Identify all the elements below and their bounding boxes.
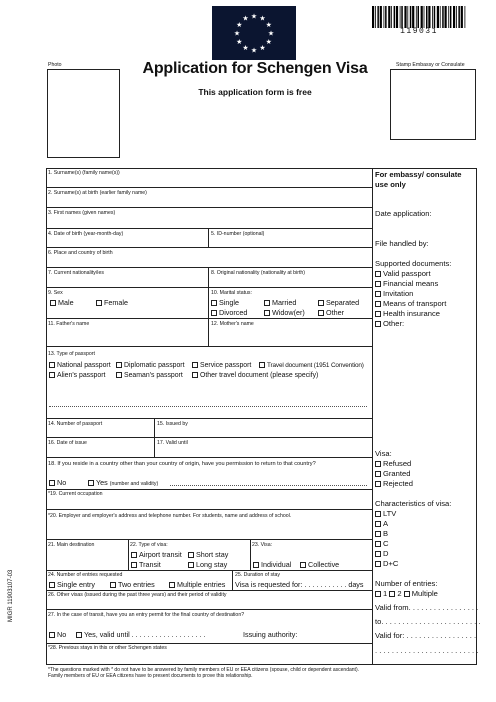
c-checkbox[interactable] bbox=[375, 541, 381, 547]
residence-no-checkbox[interactable] bbox=[49, 480, 55, 486]
entries-options bbox=[375, 589, 438, 599]
divorced-checkbox[interactable] bbox=[211, 310, 217, 316]
doc-invitation-checkbox[interactable] bbox=[375, 291, 381, 297]
other-travel-doc-checkbox[interactable] bbox=[192, 372, 198, 378]
male-checkbox[interactable] bbox=[50, 300, 56, 306]
diplomatic-passport-checkbox[interactable] bbox=[116, 362, 122, 368]
two-entries-checkbox[interactable] bbox=[110, 582, 116, 588]
doc-health-checkbox[interactable] bbox=[375, 311, 381, 317]
transit-yes-checkbox[interactable] bbox=[76, 632, 82, 638]
barcode-bar bbox=[424, 6, 425, 28]
footer-note-2: Family members of EU or EEA citizens have to present documents to prove this relationship. bbox=[48, 673, 253, 679]
granted-checkbox[interactable] bbox=[375, 471, 381, 477]
rejected-checkbox[interactable] bbox=[375, 481, 381, 487]
doc-invitation[interactable]: Invitation bbox=[375, 289, 413, 299]
transit-no-option[interactable]: No bbox=[49, 630, 66, 639]
barcode-bar bbox=[410, 6, 412, 28]
visa-airport-transit[interactable]: Airport transit bbox=[131, 550, 182, 559]
passport-number-label: 14. Number of passport bbox=[48, 421, 103, 427]
sex-female-option[interactable]: Female bbox=[96, 298, 128, 307]
dc-checkbox[interactable] bbox=[375, 561, 381, 567]
d-checkbox[interactable] bbox=[375, 551, 381, 557]
barcode-bar bbox=[456, 6, 457, 28]
star-icon: ★ bbox=[265, 21, 272, 29]
original-nationality-label: 8. Original nationality (nationality at birth) bbox=[211, 270, 305, 276]
valid-to-field[interactable]: to. . . . . . . . . . . . . . . . . . . . . . . . bbox=[375, 617, 481, 626]
barcode-number: 119031 bbox=[400, 27, 438, 36]
entries-2-checkbox[interactable] bbox=[389, 591, 395, 597]
passport-travel-doc[interactable]: Travel document (1951 Convention) bbox=[259, 361, 364, 370]
valid-from-field[interactable]: Valid from. . . . . . . . . . . . . . . . . bbox=[375, 603, 479, 612]
duration-of-stay-label: 25. Duration of stay bbox=[235, 572, 280, 578]
visa-granted[interactable]: Granted bbox=[375, 469, 410, 479]
barcode-bar bbox=[375, 6, 376, 28]
place-of-birth-label: 6. Place and country of birth bbox=[48, 250, 113, 256]
barcode-bar bbox=[421, 6, 423, 28]
char-b[interactable]: B bbox=[375, 529, 388, 539]
char-c[interactable]: C bbox=[375, 539, 388, 549]
visa-transit[interactable]: Transit bbox=[131, 560, 161, 569]
barcode-bar bbox=[458, 6, 460, 28]
doc-other-checkbox[interactable] bbox=[375, 321, 381, 327]
barcode-bar bbox=[448, 6, 449, 28]
id-number-label: 5. ID-number (optional) bbox=[211, 231, 265, 237]
entries-1-checkbox[interactable] bbox=[375, 591, 381, 597]
visa-rejected[interactable]: Rejected bbox=[375, 479, 413, 489]
single-entry-checkbox[interactable] bbox=[49, 582, 55, 588]
entries-requested-label: 24. Number of entries requested bbox=[48, 572, 123, 578]
long-stay-checkbox[interactable] bbox=[188, 562, 194, 568]
other-visas-label: 26. Other visas (issued during the past three years) and their period of validity bbox=[48, 592, 227, 598]
star-icon: ★ bbox=[250, 47, 258, 55]
visa-collective[interactable]: Collective bbox=[300, 560, 339, 569]
passport-type-label: 13. Type of passport bbox=[48, 351, 95, 357]
employer-label: *20. Employer and employer's address and telephone number. For students, name and address of school. bbox=[48, 513, 292, 519]
visa-label: 23. Visa: bbox=[252, 542, 273, 548]
surname-label: 1. Surname(s) (family name(s)) bbox=[48, 170, 120, 176]
seaman-passport-checkbox[interactable] bbox=[116, 372, 122, 378]
b-checkbox[interactable] bbox=[375, 531, 381, 537]
barcode-bar bbox=[461, 6, 463, 28]
visa-type-label: 22. Type of visa: bbox=[130, 542, 168, 548]
entries-2-option[interactable]: 2 bbox=[389, 589, 401, 598]
visa-individual[interactable]: Individual bbox=[253, 560, 291, 569]
residence-permit-input[interactable] bbox=[170, 480, 367, 486]
file-handled-label: File handled by: bbox=[375, 239, 429, 248]
barcode-bar bbox=[384, 6, 385, 28]
barcode-bar bbox=[401, 6, 403, 28]
stamp-label: Stamp Embassy or Consulate bbox=[396, 62, 465, 68]
residence-no-option[interactable]: No bbox=[49, 478, 66, 487]
barcode-bar bbox=[445, 6, 447, 28]
doc-passport-checkbox[interactable] bbox=[375, 271, 381, 277]
barcode-bar bbox=[412, 6, 414, 28]
passport-alien[interactable]: Alien's passport bbox=[49, 371, 105, 380]
char-a[interactable]: A bbox=[375, 519, 388, 529]
form-code: MIGR 11903107-03 bbox=[8, 569, 14, 622]
passport-seaman[interactable]: Seaman's passport bbox=[116, 371, 183, 380]
passport-diplomatic[interactable]: Diplomatic passport bbox=[116, 361, 185, 370]
eu-flag bbox=[212, 6, 296, 60]
star-icon: ★ bbox=[259, 15, 266, 23]
valid-for-field[interactable]: Valid for: . . . . . . . . . . . . . . . . . bbox=[375, 631, 477, 640]
barcode-bar bbox=[442, 6, 444, 28]
embassy-header: For embassy/ consulate use only bbox=[375, 170, 462, 189]
other-checkbox[interactable] bbox=[318, 310, 324, 316]
married-checkbox[interactable] bbox=[264, 300, 270, 306]
barcode-bar bbox=[391, 6, 392, 28]
star-icon: ★ bbox=[242, 15, 249, 23]
char-ltv[interactable]: LTV bbox=[375, 509, 396, 519]
entries-multiple-checkbox[interactable] bbox=[404, 591, 410, 597]
ltv-checkbox[interactable] bbox=[375, 511, 381, 517]
star-icon: ★ bbox=[267, 30, 275, 38]
barcode-bar bbox=[426, 6, 428, 28]
separated-checkbox[interactable] bbox=[318, 300, 324, 306]
barcode-bar bbox=[418, 6, 420, 28]
star-icon: ★ bbox=[236, 38, 243, 46]
valid-until-label: 17. Valid until bbox=[157, 440, 188, 446]
transit-permit-label: 27. In the case of transit, have you an entry permit for the final country of destination? bbox=[48, 612, 245, 618]
entries-1-option[interactable]: 1 bbox=[375, 589, 387, 598]
barcode-bar bbox=[388, 6, 390, 28]
page-subtitle: This application form is free bbox=[198, 87, 312, 97]
barcode-bar bbox=[377, 6, 379, 28]
date-of-birth-label: 4. Date of birth (year-month-day) bbox=[48, 231, 124, 237]
star-icon: ★ bbox=[236, 21, 243, 29]
marital-married[interactable]: Married bbox=[264, 298, 296, 307]
footer-note-1: *The questions marked with * do not have to be answered by family members of EU or EEA citizens (spouse, child or dependent ascendant). bbox=[48, 667, 359, 673]
barcode-bar bbox=[407, 6, 408, 28]
barcode-bar bbox=[400, 6, 401, 28]
passport-service[interactable]: Service passport bbox=[192, 361, 251, 370]
char-d[interactable]: D bbox=[375, 549, 388, 559]
marital-widow[interactable]: Widow(er) bbox=[264, 308, 305, 317]
visa-short-stay[interactable]: Short stay bbox=[188, 550, 228, 559]
barcode-bar bbox=[372, 6, 374, 28]
barcode-bar bbox=[416, 6, 417, 28]
marital-status-label: 10. Marital status: bbox=[211, 290, 252, 296]
collective-checkbox[interactable] bbox=[300, 562, 306, 568]
barcode-bar bbox=[453, 6, 455, 28]
supporting-docs-label: Supported documents: bbox=[375, 259, 452, 268]
fathers-name-label: 11. Father's name bbox=[48, 321, 90, 327]
female-checkbox[interactable] bbox=[96, 300, 102, 306]
entries-two[interactable]: Two entries bbox=[110, 580, 155, 589]
residence-yes-option[interactable]: Yes (number and validity) bbox=[88, 478, 158, 489]
individual-checkbox[interactable] bbox=[253, 562, 259, 568]
surname-at-birth-label: 2. Surname(s) at birth (earlier family name) bbox=[48, 190, 147, 196]
barcode-bar bbox=[432, 6, 433, 28]
visa-decision-label: Visa: bbox=[375, 449, 392, 458]
marital-separated[interactable]: Separated bbox=[318, 298, 359, 307]
barcode-bar bbox=[465, 6, 466, 28]
residence-question-label: 18. If you reside in a country other than your country of origin, have you permission to return to that country? bbox=[48, 461, 316, 467]
doc-passport[interactable]: Valid passport bbox=[375, 269, 431, 279]
occupation-label: *19. Current occupation bbox=[48, 491, 103, 497]
char-dc[interactable]: D+C bbox=[375, 559, 398, 569]
doc-financial-checkbox[interactable] bbox=[375, 281, 381, 287]
barcode-bar bbox=[380, 6, 382, 28]
current-nationality-label: 7. Current nationality/ies bbox=[48, 270, 104, 276]
short-stay-checkbox[interactable] bbox=[188, 552, 194, 558]
duration-days-input[interactable]: Visa is requested for: . . . . . . . . . . . days bbox=[235, 580, 364, 589]
barcode-bar bbox=[440, 6, 441, 28]
entries-multiple-option[interactable]: Multiple bbox=[404, 589, 438, 598]
date-application-label: Date application: bbox=[375, 209, 432, 218]
page-title: Application for Schengen Visa bbox=[142, 60, 368, 77]
star-icon: ★ bbox=[265, 38, 272, 46]
eu-stars-icon bbox=[212, 6, 296, 60]
embassy-notes-field[interactable]: . . . . . . . . . . . . . . . . . . . . . . . . . bbox=[375, 646, 479, 655]
first-names-label: 3. First names (given names) bbox=[48, 210, 116, 216]
transit-checkbox[interactable] bbox=[131, 562, 137, 568]
doc-other[interactable]: Other: bbox=[375, 319, 404, 329]
passport-national[interactable]: National passport bbox=[49, 361, 111, 370]
travel-document-checkbox[interactable] bbox=[259, 362, 265, 368]
entries-label: Number of entries: bbox=[375, 579, 438, 588]
transit-yes-option[interactable]: Yes, valid until . . . . . . . . . . . . . . . . . . . bbox=[76, 630, 206, 639]
marital-single[interactable]: Single bbox=[211, 298, 239, 307]
entries-multiple[interactable]: Multiple entries bbox=[169, 580, 225, 589]
mothers-name-label: 12. Mother's name bbox=[211, 321, 254, 327]
multiple-entries-checkbox[interactable] bbox=[169, 582, 175, 588]
date-of-issue-label: 16. Date of issue bbox=[48, 440, 87, 446]
transit-no-checkbox[interactable] bbox=[49, 632, 55, 638]
barcode bbox=[370, 6, 468, 28]
service-passport-checkbox[interactable] bbox=[192, 362, 198, 368]
sex-male-option[interactable]: Male bbox=[50, 298, 74, 307]
entries-single[interactable]: Single entry bbox=[49, 580, 95, 589]
a-checkbox[interactable] bbox=[375, 521, 381, 527]
visa-long-stay[interactable]: Long stay bbox=[188, 560, 227, 569]
national-passport-checkbox[interactable] bbox=[49, 362, 55, 368]
barcode-bar bbox=[428, 6, 430, 28]
barcode-bar bbox=[404, 6, 406, 28]
refused-checkbox[interactable] bbox=[375, 461, 381, 467]
widow-checkbox[interactable] bbox=[264, 310, 270, 316]
previous-stays-label: *28. Previous stays in this or other Schengen states bbox=[48, 645, 167, 651]
stamp-box[interactable] bbox=[390, 69, 476, 140]
single-checkbox[interactable] bbox=[211, 300, 217, 306]
doc-transport-checkbox[interactable] bbox=[375, 301, 381, 307]
doc-financial[interactable]: Financial means bbox=[375, 279, 438, 289]
marital-other[interactable]: Other bbox=[318, 308, 344, 317]
photo-label: Photo bbox=[48, 62, 62, 68]
characteristics-label: Characteristics of visa: bbox=[375, 499, 452, 508]
doc-health[interactable]: Health insurance bbox=[375, 309, 440, 319]
star-icon: ★ bbox=[233, 30, 241, 38]
star-icon: ★ bbox=[259, 45, 266, 53]
main-destination-label: 21. Main destination bbox=[48, 542, 95, 548]
visa-refused[interactable]: Refused bbox=[375, 459, 411, 469]
barcode-bar bbox=[394, 6, 396, 28]
barcode-bar bbox=[385, 6, 387, 28]
airport-transit-checkbox[interactable] bbox=[131, 552, 137, 558]
photo-box[interactable] bbox=[47, 69, 120, 158]
residence-yes-checkbox[interactable] bbox=[88, 480, 94, 486]
issuing-authority-label: Issuing authority: bbox=[243, 630, 298, 639]
star-icon: ★ bbox=[250, 13, 258, 21]
other-travel-doc-input[interactable] bbox=[49, 400, 367, 407]
barcode-bar bbox=[437, 6, 439, 28]
alien-passport-checkbox[interactable] bbox=[49, 372, 55, 378]
doc-transport[interactable]: Means of transport bbox=[375, 299, 446, 309]
barcode-bar bbox=[396, 6, 398, 28]
barcode-bar bbox=[434, 6, 436, 28]
marital-divorced[interactable]: Divorced bbox=[211, 308, 247, 317]
barcode-bar bbox=[450, 6, 452, 28]
sex-label: 9. Sex bbox=[48, 290, 63, 296]
issued-by-label: 15. Issued by bbox=[157, 421, 188, 427]
star-icon: ★ bbox=[242, 45, 249, 53]
surname-input[interactable] bbox=[48, 177, 370, 186]
passport-other[interactable]: Other travel document (please specify) bbox=[192, 371, 318, 380]
